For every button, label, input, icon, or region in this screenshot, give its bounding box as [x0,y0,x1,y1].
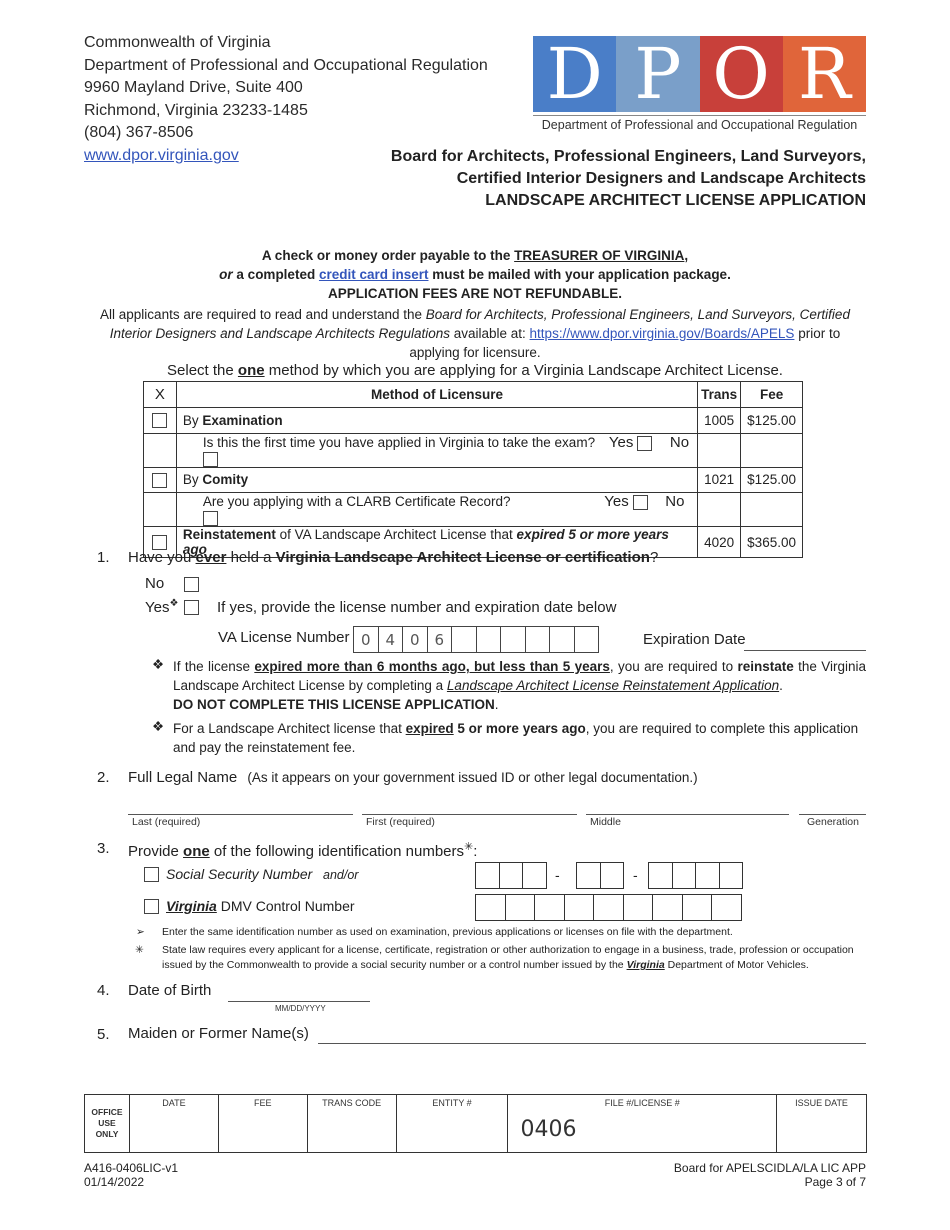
q1-no-checkbox[interactable] [184,577,199,592]
board-line-2: Certified Interior Designers and Landscape Architects [456,170,866,187]
table-row: By Examination 1005 $125.00 [144,407,803,433]
ssn-label: Social Security Number [166,866,313,882]
dob-field[interactable] [228,1001,370,1002]
clarb-yes-checkbox[interactable] [633,495,648,510]
col-method: Method of Licensure [176,382,697,408]
col-fee: Fee [741,382,803,408]
first-time-yes-checkbox[interactable] [637,436,652,451]
expired-note: For a Landscape Architect license that expired 5 or more years ago, you are required to complete this application and pay the reinstatement fee. [173,721,859,755]
office-entity: ENTITY # [396,1095,508,1153]
asterisk-icon: ✳ [135,944,144,956]
col-trans: Trans [698,382,741,408]
q3-label: Provide one of the following identification numbers✳: [128,841,478,860]
expiration-date-label: Expiration Date [643,631,746,648]
office-issue-date: ISSUE DATE [777,1095,867,1153]
first-name-field[interactable] [362,814,577,815]
page-number: Page 3 of 7 [804,1175,866,1189]
logo-caption: Department of Professional and Occupational Regulation [533,115,866,132]
office-trans-code: TRANS CODE [307,1095,396,1153]
logo-letter-o: O [700,36,783,112]
regulations-link[interactable]: https://www.dpor.virginia.gov/Boards/APELS [529,326,795,341]
middle-name-field[interactable] [586,814,789,815]
footer-left [84,1161,178,1189]
logo-letter-d: D [533,36,616,112]
address-line-1: Commonwealth of Virginia [84,34,271,51]
dob-format: MM/DD/YYYY [275,1004,326,1013]
select-method-instruction: Select the one method by which you are applying for a Virginia Landscape Architect License. [167,362,783,379]
table-row: Is this the first time you have applied in Virginia to take the exam? Yes No [144,433,803,467]
table-row: By Comity 1021 $125.00 [144,467,803,493]
diamond-bullet-icon: ❖ [152,657,165,672]
id-footnote-1: Enter the same identification number as used on examination, previous applications or licenses on file with the department. [162,926,733,938]
address-line-4: Richmond, Virginia 23233-1485 [84,101,308,119]
office-use-table [84,1094,867,1153]
ssn-dash: - [633,867,638,883]
dpor-logo [533,36,866,132]
q2-number: 2. [97,769,110,786]
ssn-input-part-1[interactable] [476,862,547,889]
website-link[interactable]: www.dpor.virginia.gov [84,146,239,164]
reinstatement-checkbox[interactable] [152,535,167,550]
examination-checkbox[interactable] [152,413,167,428]
q1-yes-label: Yes❖ [145,598,179,616]
clarb-no-checkbox[interactable] [203,511,218,526]
last-name-field[interactable] [128,814,353,815]
last-name-label: Last (required) [132,816,201,828]
logo-letter-p: P [616,36,699,112]
table-row: Reinstatement of VA Landscape Architect License that expired 5 or more years ago 4020 $365.00 [144,527,803,558]
q4-number: 4. [97,982,110,999]
generation-label: Generation [807,816,859,828]
dmv-label: Virginia DMV Control Number [166,898,355,914]
office-use-label: OFFICE USE ONLY [85,1095,130,1153]
first-name-label: First (required) [366,816,435,828]
dmv-control-number-input[interactable] [476,894,742,921]
maiden-name-label: Maiden or Former Name(s) [128,1025,309,1042]
q5-number: 5. [97,1026,110,1043]
id-footnote-2: State law requires every applicant for a license, certificate, registration or other authorization to engage in a business, trade, profession or occupation issued by the Commonwealth to provide a social security number or a control number issued by the Virginia Department of Motor Vehicles. [162,944,854,971]
q1-yes-checkbox[interactable] [184,600,199,615]
credit-card-insert-link[interactable]: credit card insert [318,267,429,282]
table-row: Are you applying with a CLARB Certificate Record? Yes No [144,493,803,527]
col-x: X [144,382,177,408]
ssn-input-part-2[interactable] [577,862,624,889]
ssn-dash: - [555,867,560,883]
diamond-bullet-icon: ❖ [152,719,165,734]
expiration-date-field[interactable] [744,650,866,651]
andor-label: and/or [323,868,359,882]
form-number: A416-0406LIC-v1 [84,1161,179,1175]
phone: (804) 367-8506 [84,124,194,141]
first-time-no-checkbox[interactable] [203,452,218,467]
regulations-notice: All applicants are required to read and understand the Board for Architects, Professional Engineers, Land Surveyors, Certified Interior Designers and Landscape Architects Regulations available at: https://www.dpor.virginia.gov/Boards/APELS prior to applying for licensure. [100,307,850,360]
office-date: DATE [129,1095,218,1153]
q1-no-label: No [145,575,165,592]
q1-question: Have you ever held a Virginia Landscape Architect License or certification? [128,549,659,566]
logo-letter-r: R [783,36,866,112]
footer-board: Board for APELSCIDLA/LA LIC APP [673,1161,866,1175]
office-file-license: FILE #/LICENSE # 0406 [508,1095,777,1153]
application-title: LANDSCAPE ARCHITECT LICENSE APPLICATION [485,192,866,209]
office-fee: FEE [218,1095,307,1153]
address-line-3: 9960 Mayland Drive, Suite 400 [84,79,303,96]
comity-checkbox[interactable] [152,473,167,488]
address-line-2: Department of Professional and Occupational Regulation [84,56,488,74]
q1-number: 1. [97,549,110,566]
ssn-input-part-3[interactable] [649,862,743,889]
board-title [391,146,866,212]
arrow-bullet-icon: ➢ [136,926,145,938]
license-number-input[interactable]: 0 4 0 6 [354,626,599,653]
ssn-checkbox[interactable] [144,867,159,882]
dob-label: Date of Birth [128,982,212,999]
generation-field[interactable] [799,814,866,815]
footer-right [674,1161,866,1189]
q1-if-yes-text: If yes, provide the license number and expiration date below [217,599,617,616]
payment-notice: A check or money order payable to the TREASURER OF VIRGINIA, or a completed credit card insert must be mailed with your application package. APPLICATION FEES ARE NOT REFUNDABLE. [219,248,731,301]
method-of-licensure-table [143,381,803,558]
license-number-label: VA License Number [218,629,350,646]
file-license-value: 0406 [520,1117,577,1142]
reinstate-note: If the license expired more than 6 months ago, but less than 5 years, you are required to reinstate the Virginia Landscape Architect License by completing a Landscape Architect License Reinstatement Application. DO NOT COMPLETE THIS LICENSE APPLICATION. [173,659,867,712]
form-date: 01/14/2022 [84,1175,145,1189]
board-line-1: Board for Architects, Professional Engineers, Land Surveyors, [390,148,866,165]
q2-label: Full Legal Name (As it appears on your government issued ID or other legal documentation.) [128,769,698,786]
dmv-checkbox[interactable] [144,899,159,914]
maiden-name-field[interactable] [318,1043,866,1044]
middle-name-label: Middle [590,816,621,828]
q3-number: 3. [97,840,110,857]
